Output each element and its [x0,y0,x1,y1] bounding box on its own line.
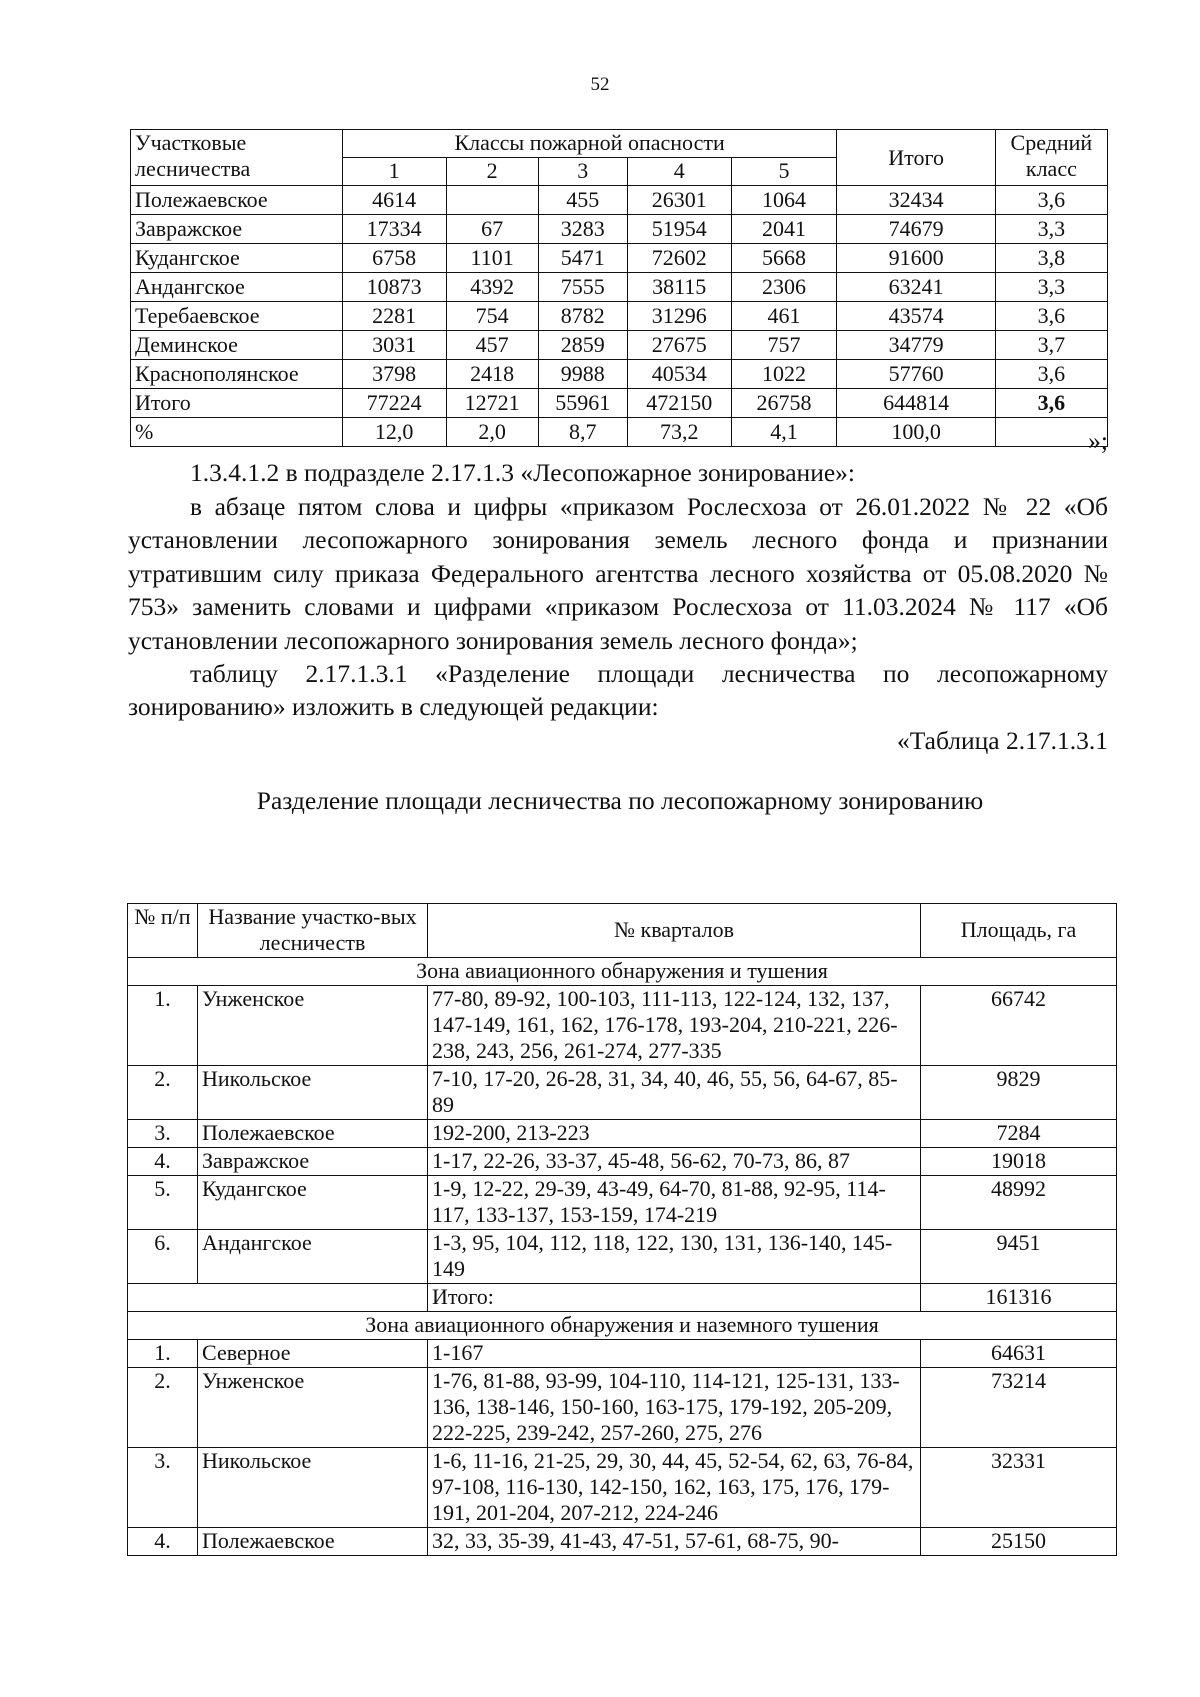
quarters-list: 77-80, 89-92, 100-103, 111-113, 122-124, 132, 137, 147-149, 161, 162, 176-178, 193-204, 210-221, 226-238, 243, 256, 261-274, 277-335 [428,986,921,1066]
cell-c5: 1022 [731,360,837,389]
row-number: 4. [128,1528,198,1556]
cell-c5: 5668 [731,244,837,273]
cell-avg: 3,3 [995,273,1107,302]
table-row [131,215,1108,244]
row-label: Итого [131,389,343,418]
row-number: 1. [128,1340,198,1368]
paragraph-table-replace: таблицу 2.17.1.3.1 «Разделение площади лесничества по лесопожарному зонированию» изложить в следующей редакции: [128,659,1108,722]
cell-c3: 8782 [538,302,627,331]
cell-avg: 3,6 [995,389,1107,418]
table-row [131,186,1108,215]
cell-avg: 3,3 [995,215,1107,244]
cell-c3: 8,7 [538,418,627,447]
empty-cell [128,1284,428,1312]
header-class-1: 1 [342,158,446,186]
area-value: 7284 [921,1120,1117,1148]
table-row [128,1120,1117,1148]
fire-zoning-table [127,903,1117,1556]
cell-c5: 2306 [731,273,837,302]
row-number: 6. [128,1230,198,1284]
forestry-name: Андангское [198,1230,428,1284]
cell-c2: 12721 [446,389,538,418]
zone-title: Зона авиационного обнаружения и наземного тушения [128,1312,1117,1340]
cell-c4: 51954 [627,215,731,244]
zone-header-row [128,958,1117,986]
header-class-5: 5 [731,158,837,186]
page-number: 52 [590,74,610,95]
forestry-name: Кудангское [198,1176,428,1230]
header-class-2: 2 [446,158,538,186]
quarters-list: 1-3, 95, 104, 112, 118, 122, 130, 131, 136-140, 145-149 [428,1230,921,1284]
table-row [128,1176,1117,1230]
cell-c4: 73,2 [627,418,731,447]
header-forestry-name: Название участко-вых лесничеств [198,904,428,958]
cell-c2: 2,0 [446,418,538,447]
table-row [128,1448,1117,1528]
table-row [131,360,1108,389]
row-label: Полежаевское [131,186,343,215]
cell-c1: 4614 [342,186,446,215]
cell-c2: 4392 [446,273,538,302]
header-class-3: 3 [538,158,627,186]
cell-total: 32434 [837,186,995,215]
header-number: № п/п [128,904,198,958]
cell-c4: 472150 [627,389,731,418]
header-quarters: № кварталов [428,904,921,958]
cell-c4: 72602 [627,244,731,273]
cell-c5: 461 [731,302,837,331]
cell-total: 43574 [837,302,995,331]
cell-c2 [446,186,538,215]
cell-c4: 26301 [627,186,731,215]
table1-closing-quote: »; [1088,426,1108,455]
cell-c5: 4,1 [731,418,837,447]
forestry-name: Полежаевское [198,1120,428,1148]
zone-title: Зона авиационного обнаружения и тушения [128,958,1117,986]
cell-c2: 1101 [446,244,538,273]
cell-c1: 10873 [342,273,446,302]
total-value: 161316 [921,1284,1117,1312]
forestry-name: Никольское [198,1448,428,1528]
cell-c2: 457 [446,331,538,360]
table-row [131,273,1108,302]
cell-c1: 2281 [342,302,446,331]
cell-c5: 2041 [731,215,837,244]
forestry-name: Никольское [198,1066,428,1120]
quarters-list: 1-76, 81-88, 93-99, 104-110, 114-121, 125-131, 133-136, 138-146, 150-160, 163-175, 179-192, 205-209, 222-225, 239-242, 257-260, 275, 276 [428,1368,921,1448]
cell-avg: 3,6 [995,186,1107,215]
cell-c3: 2859 [538,331,627,360]
header-area: Площадь, га [921,904,1117,958]
row-number: 1. [128,986,198,1066]
area-value: 25150 [921,1528,1117,1556]
cell-c1: 3031 [342,331,446,360]
cell-avg: 3,7 [995,331,1107,360]
cell-total: 63241 [837,273,995,302]
cell-total: 74679 [837,215,995,244]
row-number: 2. [128,1066,198,1120]
row-number: 3. [128,1448,198,1528]
cell-c3: 5471 [538,244,627,273]
paragraph-amendment: в абзаце пятом слова и цифры «приказом Рослесхоза от 26.01.2022 № 22 «Об установлении лесопожарного зонирования земель лесного фонда и признании утратившим силу приказа Федерального агентства лесного хозяйства от 05.08.2020 № 753» заменить словами и цифрами «приказом Рослесхоза от 11.03.2024 № 117 «Об установлении лесопожарного зонирования земель лесного фонда»; [128,492,1108,655]
area-value: 64631 [921,1340,1117,1368]
quarters-list: 192-200, 213-223 [428,1120,921,1148]
cell-c4: 38115 [627,273,731,302]
area-value: 32331 [921,1448,1117,1528]
table-row [131,331,1108,360]
total-label: Итого: [428,1284,921,1312]
table-row [128,1230,1117,1284]
cell-c3: 9988 [538,360,627,389]
zone-header-row [128,1312,1117,1340]
area-value: 19018 [921,1148,1117,1176]
row-number: 5. [128,1176,198,1230]
area-value: 9829 [921,1066,1117,1120]
cell-total: 34779 [837,331,995,360]
row-label: Кудангское [131,244,343,273]
total-row [128,1284,1117,1312]
cell-avg: 3,6 [995,360,1107,389]
table-row [128,1528,1117,1556]
cell-c4: 31296 [627,302,731,331]
forestry-name: Завражское [198,1148,428,1176]
header-forestries: Участковые лесничества [131,130,343,186]
area-value: 9451 [921,1230,1117,1284]
cell-c5: 1064 [731,186,837,215]
cell-c3: 7555 [538,273,627,302]
row-number: 3. [128,1120,198,1148]
cell-total: 57760 [837,360,995,389]
table-row [128,1340,1117,1368]
fire-danger-classes-table [130,129,1108,447]
cell-total: 644814 [837,389,995,418]
area-value: 48992 [921,1176,1117,1230]
row-label: Деминское [131,331,343,360]
cell-total: 100,0 [837,418,995,447]
forestry-name: Северное [198,1340,428,1368]
cell-c1: 77224 [342,389,446,418]
table-row [131,244,1108,273]
cell-c5: 26758 [731,389,837,418]
cell-avg: 3,6 [995,302,1107,331]
cell-c3: 455 [538,186,627,215]
row-number: 2. [128,1368,198,1448]
header-class-4: 4 [627,158,731,186]
row-label: Завражское [131,215,343,244]
area-value: 66742 [921,986,1117,1066]
cell-avg: 3,8 [995,244,1107,273]
cell-c1: 3798 [342,360,446,389]
cell-c3: 3283 [538,215,627,244]
row-label: Андангское [131,273,343,302]
quarters-list: 1-167 [428,1340,921,1368]
header-fire-classes: Классы пожарной опасности [342,130,837,158]
cell-c2: 2418 [446,360,538,389]
cell-c1: 17334 [342,215,446,244]
header-average-class: Средний класс [995,130,1107,186]
forestry-name: Полежаевское [198,1528,428,1556]
table-row [128,1368,1117,1448]
quarters-list: 1-17, 22-26, 33-37, 45-48, 56-62, 70-73, 86, 87 [428,1148,921,1176]
table-row [128,1148,1117,1176]
cell-c5: 757 [731,331,837,360]
forestry-name: Унженское [198,986,428,1066]
cell-c2: 67 [446,215,538,244]
row-label: Теребаевское [131,302,343,331]
header-total: Итого [837,130,995,186]
cell-total: 91600 [837,244,995,273]
row-label: Краснополянское [131,360,343,389]
table-row [128,1066,1117,1120]
cell-c3: 55961 [538,389,627,418]
cell-c4: 27675 [627,331,731,360]
quarters-list: 1-6, 11-16, 21-25, 29, 30, 44, 45, 52-54, 62, 63, 76-84, 97-108, 116-130, 142-150, 162, 163, 175, 176, 179-191, 201-204, 207-212, 224-246 [428,1448,921,1528]
quarters-list: 1-9, 12-22, 29-39, 43-49, 64-70, 81-88, 92-95, 114-117, 133-137, 153-159, 174-219 [428,1176,921,1230]
table-title: Разделение площади лесничества по лесопожарному зонированию [256,786,984,815]
table-row [131,389,1108,418]
cell-c2: 754 [446,302,538,331]
cell-c4: 40534 [627,360,731,389]
row-number: 4. [128,1148,198,1176]
paragraph-subsection: 1.3.4.1.2 в подразделе 2.17.1.3 «Лесопожарное зонирование»: [190,458,855,487]
cell-c1: 6758 [342,244,446,273]
quarters-list: 32, 33, 35-39, 41-43, 47-51, 57-61, 68-75, 90- [428,1528,921,1556]
table-row [128,986,1117,1066]
table-reference: «Таблица 2.17.1.3.1 [896,726,1108,755]
table-row [131,302,1108,331]
cell-c1: 12,0 [342,418,446,447]
area-value: 73214 [921,1368,1117,1448]
row-label: % [131,418,343,447]
forestry-name: Унженское [198,1368,428,1448]
quarters-list: 7-10, 17-20, 26-28, 31, 34, 40, 46, 55, 56, 64-67, 85-89 [428,1066,921,1120]
